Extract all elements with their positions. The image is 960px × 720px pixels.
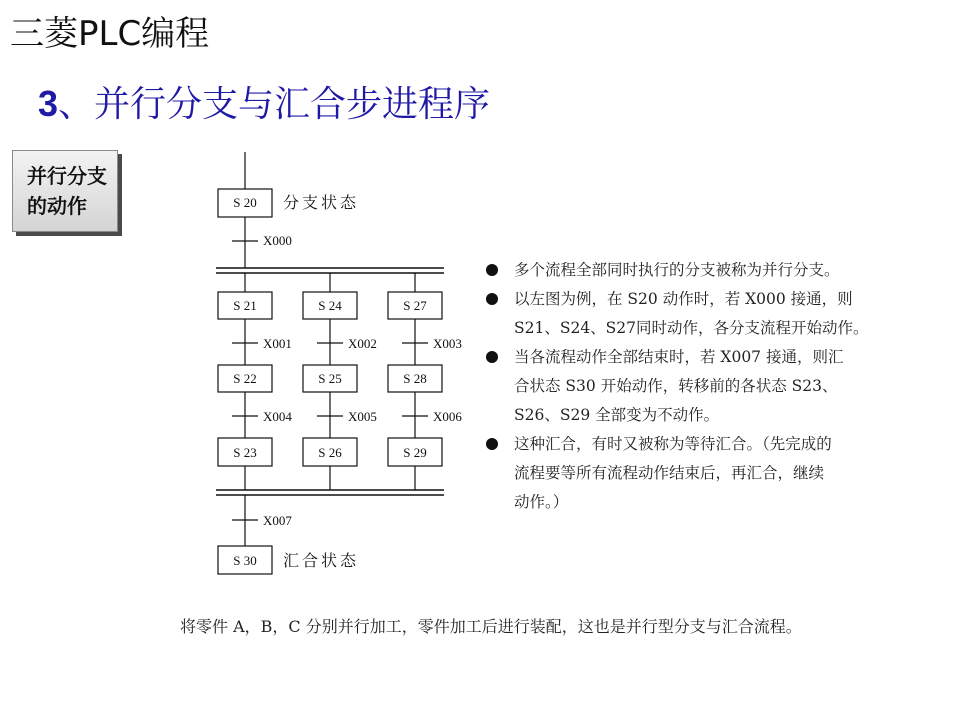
transition-x006: X006 (433, 409, 462, 424)
transition-x002: X002 (348, 336, 377, 351)
step-s28 (388, 365, 442, 392)
bullet-line: S26、S29 全部变为不动作。 (514, 406, 720, 424)
svg-text:S 24: S 24 (318, 298, 342, 313)
slide-number: 3 (38, 83, 59, 124)
step-s23 (218, 438, 272, 466)
step-s21 (218, 292, 272, 319)
bullet-item (484, 256, 924, 285)
transition-x005: X005 (348, 409, 377, 424)
transition-x007: X007 (263, 513, 292, 528)
side-label-line-2: 的动作 (27, 194, 87, 218)
transition-x001: X001 (263, 336, 292, 351)
step-s30 (218, 546, 272, 574)
slide-title-text: 并行分支与汇合步进程序 (94, 84, 491, 125)
bullet-line: 这种汇合，有时又被称为等待汇合。（先完成的 (514, 435, 832, 453)
bullet-line: 流程要等所有流程动作结束后，再汇合，继续 (514, 464, 825, 482)
svg-text:S 29: S 29 (403, 445, 427, 460)
bullet-line: 合状态 S30 开始动作，转移前的各状态 S23、 (514, 377, 838, 395)
step-s26 (303, 438, 357, 466)
svg-text:S 30: S 30 (233, 553, 257, 568)
bullet-line: 动作。） (514, 493, 569, 511)
bullet-item (484, 430, 924, 517)
svg-text:S 25: S 25 (318, 371, 342, 386)
svg-text:S 28: S 28 (403, 371, 427, 386)
transition-x003: X003 (433, 336, 462, 351)
step-s27 (388, 292, 442, 319)
transition-x004: X004 (263, 409, 292, 424)
bullet-item (484, 343, 924, 430)
bullet-list (484, 256, 924, 517)
step-s24 (303, 292, 357, 319)
svg-text:S 27: S 27 (403, 298, 427, 313)
bullet-item (484, 285, 924, 343)
svg-text:S 22: S 22 (233, 371, 257, 386)
svg-text:S 26: S 26 (318, 445, 342, 460)
step-s25 (303, 365, 357, 392)
slide-number-separator: 、 (58, 84, 95, 125)
top-state-label: 分支状态 (283, 195, 360, 212)
side-label-line-1: 并行分支 (27, 164, 107, 188)
merge-state-label: 汇合状态 (283, 553, 360, 570)
svg-text:S 20: S 20 (233, 195, 257, 210)
transition-x000: X000 (263, 233, 292, 248)
step-s20 (218, 189, 272, 217)
page-header: 三菱PLC编程 (10, 14, 210, 54)
bullet-line: 以左图为例，在 S20 动作时，若 X000 接通，则 (514, 290, 853, 308)
step-s29 (388, 438, 442, 466)
svg-text:S 21: S 21 (233, 298, 257, 313)
caption: 将零件 A，B，C 分别并行加工，零件加工后进行装配，这也是并行型分支与汇合流程。 (180, 617, 802, 636)
svg-text:S 23: S 23 (233, 445, 257, 460)
bullet-line: 多个流程全部同时执行的分支被称为并行分支。 (514, 261, 840, 279)
bullet-line: S21、S24、S27同时动作，各分支流程开始动作。 (514, 319, 869, 337)
bullet-line: 当各流程动作全部结束时，若 X007 接通，则汇 (514, 348, 844, 366)
step-s22 (218, 365, 272, 392)
